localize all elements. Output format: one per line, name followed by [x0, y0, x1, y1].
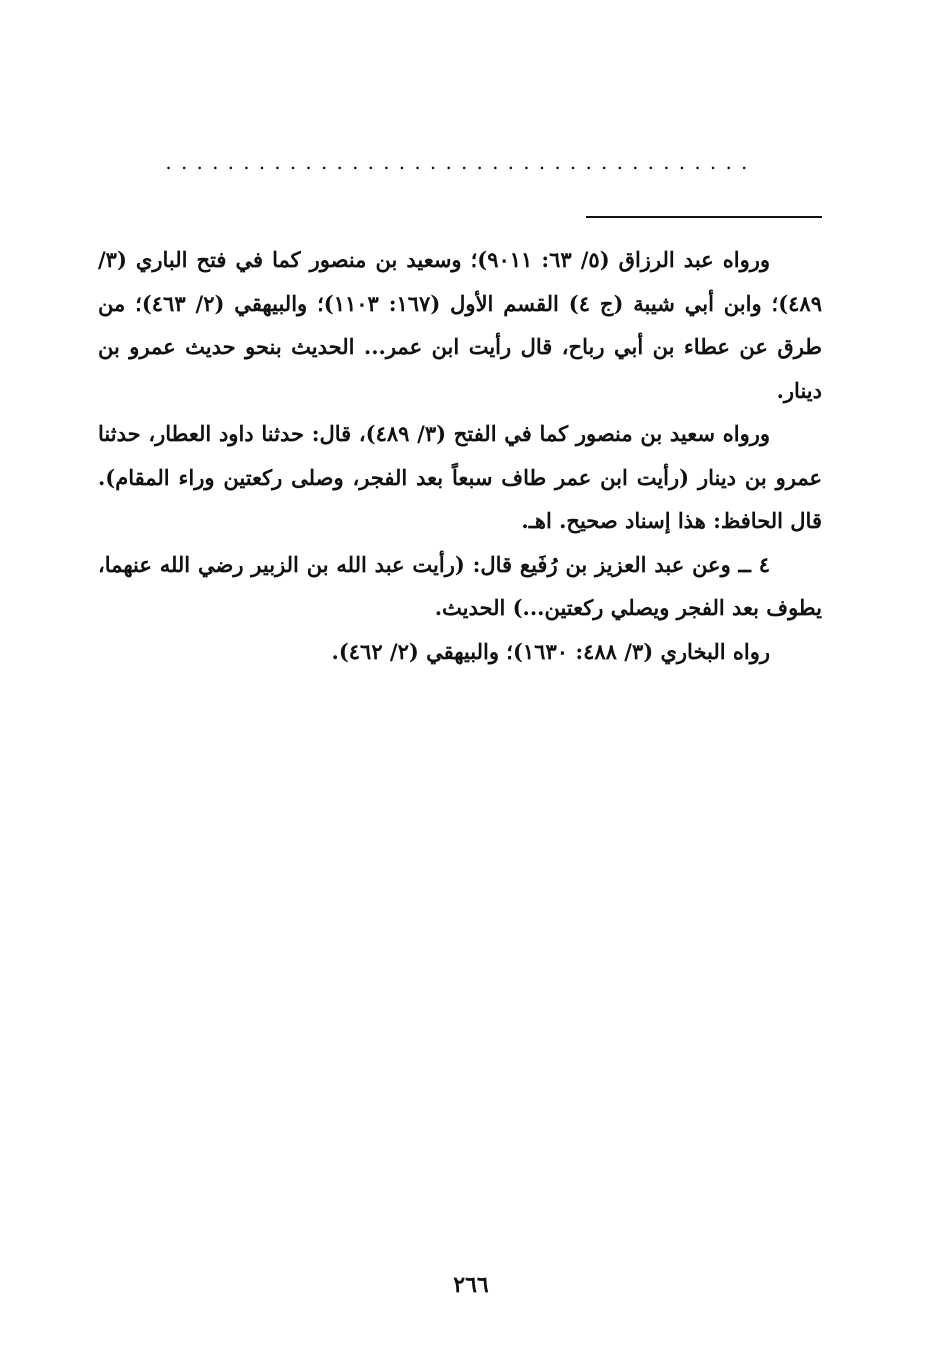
page-number: ٢٦٦ — [453, 1272, 489, 1298]
footnote-paragraph: رواه البخاري (٣/ ٤٨٨: ١٦٣٠)؛ والبيهقي (٢/ ٤٦٢). — [331, 638, 770, 664]
footnote-paragraph: ورواه عبد الرزاق (٥/ ٦٣: ٩٠١١)؛ وسعيد بن منصور كما في فتح الباري (٣/ ٤٨٩)؛ وابن أبي شيبة (ج ٤) القسم الأول (١٦٧: ١١٠٣)؛ والبيهقي (٢/ ٤٦٣)؛ من طرق عن عطاء بن أبي رباح، قال رأيت ابن عمر... الحديث بنحو حديث عمرو بن دينار. — [98, 247, 822, 403]
footnote-block — [98, 238, 822, 673]
dotted-separator: ...................................... — [165, 150, 757, 174]
footnote-rule — [586, 216, 822, 218]
footnote-paragraph: ٤ ــ وعن عبد العزيز بن رُفَيع قال: (رأيت عبد الله بن الزبير رضي الله عنهما، يطوف بعد الفجر ويصلي ركعتين...) الحديث. — [98, 551, 822, 620]
footnote-paragraph: ورواه سعيد بن منصور كما في الفتح (٣/ ٤٨٩)، قال: حدثنا داود العطار، حدثنا عمرو بن دينار (رأيت ابن عمر طاف سبعاً بعد الفجر، وصلى ركعتين وراء المقام). قال الحافظ: هذا إسناد صحيح. اهـ. — [98, 421, 822, 533]
